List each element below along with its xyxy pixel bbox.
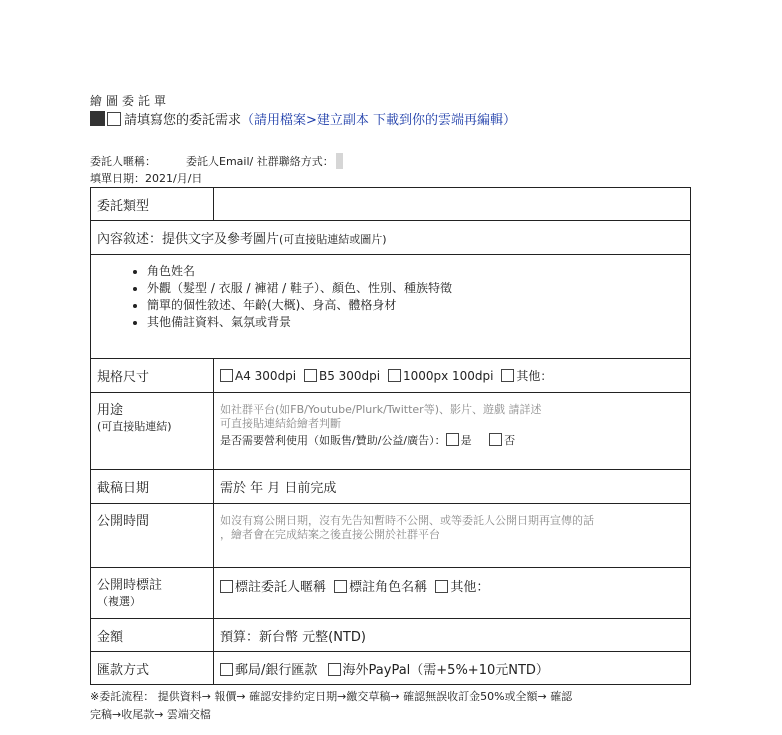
- content-item-list: [97, 263, 684, 331]
- checkbox-no[interactable]: [489, 433, 502, 446]
- publish-value-cell[interactable]: [214, 504, 691, 568]
- checkbox-a4[interactable]: [220, 369, 233, 382]
- deadline-value[interactable]: 需於 年 月 日前完成: [214, 470, 691, 504]
- publish-label: 公開時間: [91, 504, 214, 568]
- black-square-icon: [90, 111, 105, 126]
- spec-label: 規格尺寸: [91, 359, 214, 393]
- content-note: (可直接貼連結或圖片): [279, 233, 387, 246]
- usage-label-cell: [91, 393, 214, 470]
- client-contact-label: 委託人Email/ 社群聯絡方式：: [186, 155, 334, 168]
- checkbox-credit-character[interactable]: [334, 580, 347, 593]
- amount-value[interactable]: 預算：新台幣 元整(NTD): [214, 619, 691, 652]
- payment-options-cell: [214, 652, 691, 685]
- type-label: 委託類型: [91, 188, 214, 221]
- list-item: • 其他備註資料、氣氛或背景: [147, 314, 684, 331]
- publish-hint-2: ，繪者會在完成結案之後直接公開於社群平台: [220, 528, 440, 541]
- usage-no-label: 否: [504, 434, 516, 447]
- type-value-cell[interactable]: [214, 188, 691, 221]
- instruction-text: 請填寫您的委託需求: [124, 113, 242, 128]
- payment-label: 匯款方式: [91, 652, 214, 685]
- usage-question-line: [220, 432, 684, 448]
- spec-option-other: 其他：: [516, 369, 553, 383]
- usage-yes-label: 是: [460, 434, 472, 447]
- checkbox-bank-transfer[interactable]: [220, 663, 233, 676]
- usage-sublabel: (可直接貼連結): [97, 420, 172, 433]
- checkbox-yes[interactable]: [446, 433, 459, 446]
- row-deadline: [91, 470, 691, 504]
- footnote-line-1: ※委託流程： 提供資料→ 報價→ 確認安排約定日期→繳交草稿→ 確認無誤收訂金50%或全額→ 確認: [90, 690, 573, 703]
- row-payment: [91, 652, 691, 685]
- content-label: 內容敘述：提供文字及參考圖片: [97, 232, 280, 247]
- row-usage: [91, 393, 691, 470]
- row-type: [91, 188, 691, 221]
- deadline-label: 截稿日期: [91, 470, 214, 504]
- checkbox-other[interactable]: [501, 369, 514, 382]
- client-info-line: [90, 153, 343, 169]
- fill-date: 填單日期：2021/月/日: [90, 172, 203, 185]
- credit-label: 公開時標註: [97, 578, 163, 593]
- checkbox-b5[interactable]: [304, 369, 317, 382]
- text-cursor-highlight[interactable]: [336, 153, 343, 169]
- list-item: • 簡單的個性敘述、年齡(大概)、身高、體格身材: [147, 297, 684, 314]
- checkbox-paypal[interactable]: [328, 663, 341, 676]
- instruction-note-link[interactable]: （請用檔案>建立副本 下載到你的雲端再編輯）: [241, 113, 517, 128]
- spec-options-cell: [214, 359, 691, 393]
- checkbox-credit-client[interactable]: [220, 580, 233, 593]
- checkbox-1000px[interactable]: [388, 369, 401, 382]
- usage-hint-1: 如社群平台(如FB/Youtube/Plurk/Twitter等)、影片、遊戲 請詳述: [220, 403, 542, 416]
- instruction-line: [90, 109, 516, 128]
- form-title: 繪圖委託單: [90, 94, 171, 108]
- usage-value-cell[interactable]: [214, 393, 691, 470]
- white-square-icon: [107, 112, 121, 126]
- content-body-cell[interactable]: [91, 255, 691, 359]
- row-credit: [91, 568, 691, 619]
- credit-sublabel: （複選）: [97, 595, 141, 608]
- list-item: • 外觀（髮型 / 衣服 / 褲裙 / 鞋子）、顏色、性別、種族特徵: [147, 280, 684, 297]
- amount-label: 金額: [91, 619, 214, 652]
- list-item: • 角色姓名: [147, 263, 684, 280]
- process-footnote: [90, 688, 700, 724]
- payment-option-bank: 郵局/銀行匯款: [235, 662, 318, 678]
- credit-option-client: 標註委託人暱稱: [235, 580, 327, 595]
- footnote-line-2: 完稿→收尾款→ 雲端交檔: [90, 708, 211, 721]
- publish-hint-1: 如沒有寫公開日期，沒有先告知暫時不公開、或等委託人公開日期再宣傳的話: [220, 514, 594, 527]
- checkbox-credit-other[interactable]: [435, 580, 448, 593]
- spec-option-b5: B5 300dpi: [318, 369, 381, 383]
- credit-label-cell: [91, 568, 214, 619]
- spec-option-1000px: 1000px 100dpi: [402, 369, 494, 383]
- commission-form-table: [90, 187, 691, 685]
- row-spec: [91, 359, 691, 393]
- credit-option-character: 標註角色名稱: [349, 580, 428, 595]
- client-name-label: 委託人暱稱：: [90, 155, 156, 168]
- usage-hint-2: 可直接貼連結給繪者判斷: [220, 417, 341, 430]
- row-amount: [91, 619, 691, 652]
- credit-options-cell: [214, 568, 691, 619]
- spec-option-a4: A4 300dpi: [235, 369, 297, 383]
- row-publish: [91, 504, 691, 568]
- usage-question: 是否需要營利使用（如販售/贊助/公益/廣告）：: [220, 434, 446, 447]
- payment-option-paypal: 海外PayPal（需+5%+10元NTD）: [342, 662, 549, 678]
- credit-option-other: 其他：: [450, 580, 490, 595]
- content-header-cell: [91, 221, 691, 255]
- row-content-body: [91, 255, 691, 359]
- row-content-header: [91, 221, 691, 255]
- usage-label: 用途: [97, 403, 124, 418]
